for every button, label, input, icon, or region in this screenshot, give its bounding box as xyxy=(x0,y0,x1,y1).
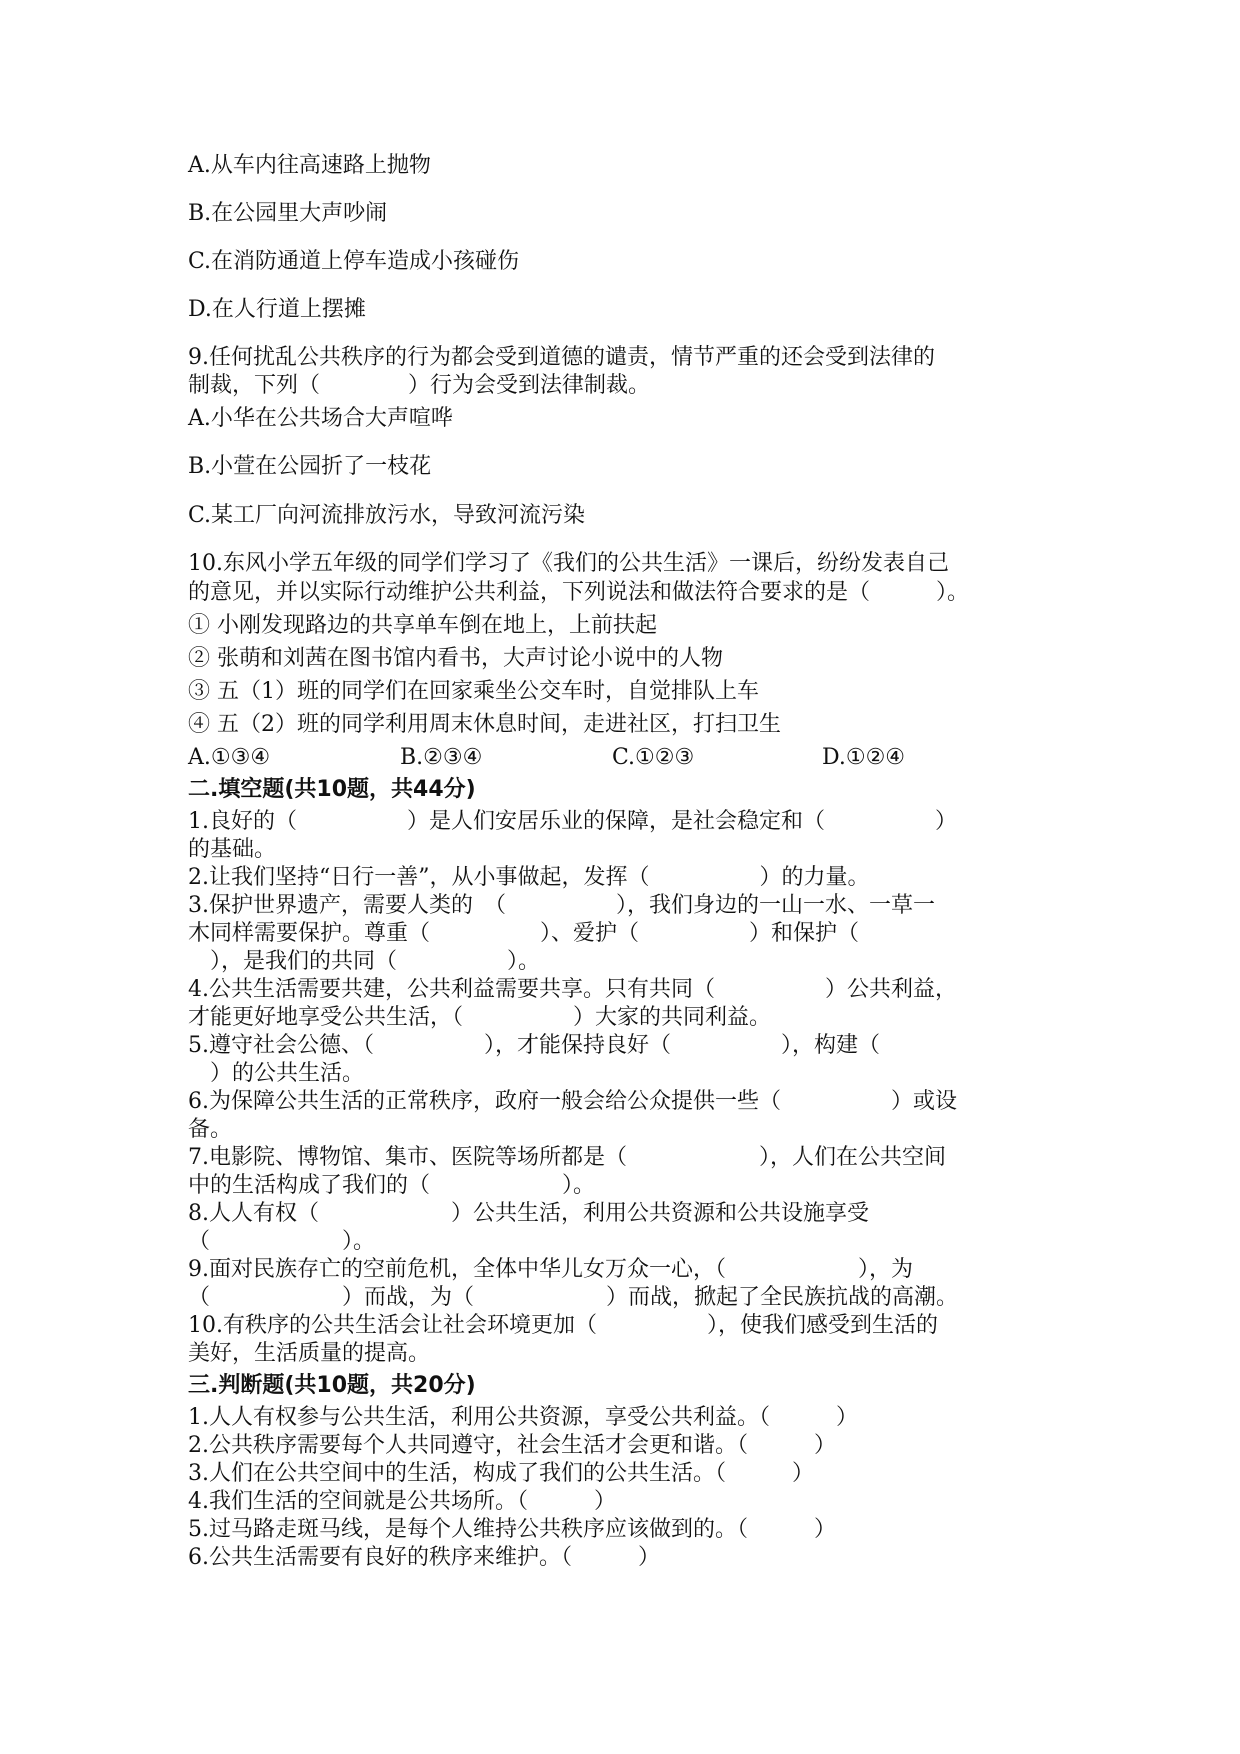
fill-blank-line: 中的生活构成了我们的（ ）。 xyxy=(188,1173,596,1198)
q9-option-b: B.小萱在公园折了一枝花 xyxy=(188,454,432,479)
fill-blank-line: 9.面对民族存亡的空前危机，全体中华儿女万众一心，（ ），为 xyxy=(188,1257,913,1282)
q8-option-d: D.在人行道上摆摊 xyxy=(188,297,366,322)
q10-item: ② 张萌和刘茜在图书馆内看书，大声讨论小说中的人物 xyxy=(188,646,723,671)
fill-blank-line: 5.遵守社会公德、（ ），才能保持良好（ ），构建（ xyxy=(188,1033,880,1058)
q10-item: ③ 五（1）班的同学们在回家乘坐公交车时，自觉排队上车 xyxy=(188,679,759,704)
fill-blank-line: 2.让我们坚持“日行一善”，从小事做起，发挥（ ）的力量。 xyxy=(188,865,870,890)
fill-blank-line: 才能更好地享受公共生活，（ ）大家的共同利益。 xyxy=(188,1005,772,1030)
fill-blank-line: ），是我们的共同（ ）。 xyxy=(188,949,541,974)
q10-item: ① 小刚发现路边的共享单车倒在地上，上前扶起 xyxy=(188,613,657,638)
q9-stem-line: 9.任何扰乱公共秩序的行为都会受到道德的谴责，情节严重的还会受到法律的 xyxy=(188,345,935,370)
q10-item: ④ 五（2）班的同学利用周末休息时间，走进社区，打扫卫生 xyxy=(188,712,781,737)
fill-blank-line: 1.良好的（ ）是人们安居乐业的保障，是社会稳定和（ ） xyxy=(188,809,957,834)
q10-option-a: A.①③④ xyxy=(188,745,271,770)
true-false-line: 5.过马路走斑马线，是每个人维持公共秩序应该做到的。（ ） xyxy=(188,1517,836,1542)
true-false-line: 6.公共生活需要有良好的秩序来维护。（ ） xyxy=(188,1545,660,1570)
fill-blank-line: ）的公共生活。 xyxy=(188,1061,365,1086)
fill-blank-line: 木同样需要保护。尊重（ ）、爱护（ ）和保护（ xyxy=(188,921,860,946)
fill-blank-line: 备。 xyxy=(188,1117,233,1142)
q8-option-c: C.在消防通道上停车造成小孩碰伤 xyxy=(188,249,520,274)
fill-blank-line: 8.人人有权（ ）公共生活，利用公共资源和公共设施享受 xyxy=(188,1201,869,1226)
q10-option-c: C.①②③ xyxy=(612,745,695,770)
fill-blank-line: （ ）。 xyxy=(188,1229,376,1254)
true-false-line: 2.公共秩序需要每个人共同遵守，社会生活才会更和谐。（ ） xyxy=(188,1433,836,1458)
fill-blank-line: （ ）而战，为（ ）而战，掀起了全民族抗战的高潮。 xyxy=(188,1285,959,1310)
q9-option-a: A.小华在公共场合大声喧哗 xyxy=(188,406,453,431)
true-false-line: 1.人人有权参与公共生活，利用公共资源，享受公共利益。（ ） xyxy=(188,1405,858,1430)
fill-blank-line: 美好，生活质量的提高。 xyxy=(188,1341,431,1366)
fill-blank-line: 的基础。 xyxy=(188,837,277,862)
q10-option-d: D.①②④ xyxy=(822,745,906,770)
fill-blank-line: 10.有秩序的公共生活会让社会环境更加（ ），使我们感受到生活的 xyxy=(188,1313,938,1338)
fill-blank-line: 6.为保障公共生活的正常秩序，政府一般会给公众提供一些（ ）或设 xyxy=(188,1089,957,1114)
section3-heading: 三.判断题(共10题，共20分) xyxy=(188,1373,476,1398)
fill-blank-line: 4.公共生活需要共建，公共利益需要共享。只有共同（ ）公共利益， xyxy=(188,977,957,1002)
section2-heading: 二.填空题(共10题，共44分) xyxy=(188,777,476,802)
q8-option-b: B.在公园里大声吵闹 xyxy=(188,201,388,226)
fill-blank-line: 7.电影院、博物馆、集市、医院等场所都是（ ），人们在公共空间 xyxy=(188,1145,946,1170)
q8-option-a: A.从车内往高速路上抛物 xyxy=(188,153,431,178)
true-false-line: 4.我们生活的空间就是公共场所。（ ） xyxy=(188,1489,616,1514)
q9-stem-line: 制裁，下列（ ）行为会受到法律制裁。 xyxy=(188,373,651,398)
q10-option-b: B.②③④ xyxy=(400,745,483,770)
q10-stem-line: 10.东风小学五年级的同学们学习了《我们的公共生活》一课后，纷纷发表自己 xyxy=(188,551,949,576)
q10-stem-line: 的意见，并以实际行动维护公共利益，下列说法和做法符合要求的是（ ）。 xyxy=(188,580,970,605)
q9-option-c: C.某工厂向河流排放污水，导致河流污染 xyxy=(188,503,586,528)
true-false-line: 3.人们在公共空间中的生活，构成了我们的公共生活。（ ） xyxy=(188,1461,814,1486)
fill-blank-line: 3.保护世界遗产，需要人类的 （ ），我们身边的一山一水、一草一 xyxy=(188,893,935,918)
